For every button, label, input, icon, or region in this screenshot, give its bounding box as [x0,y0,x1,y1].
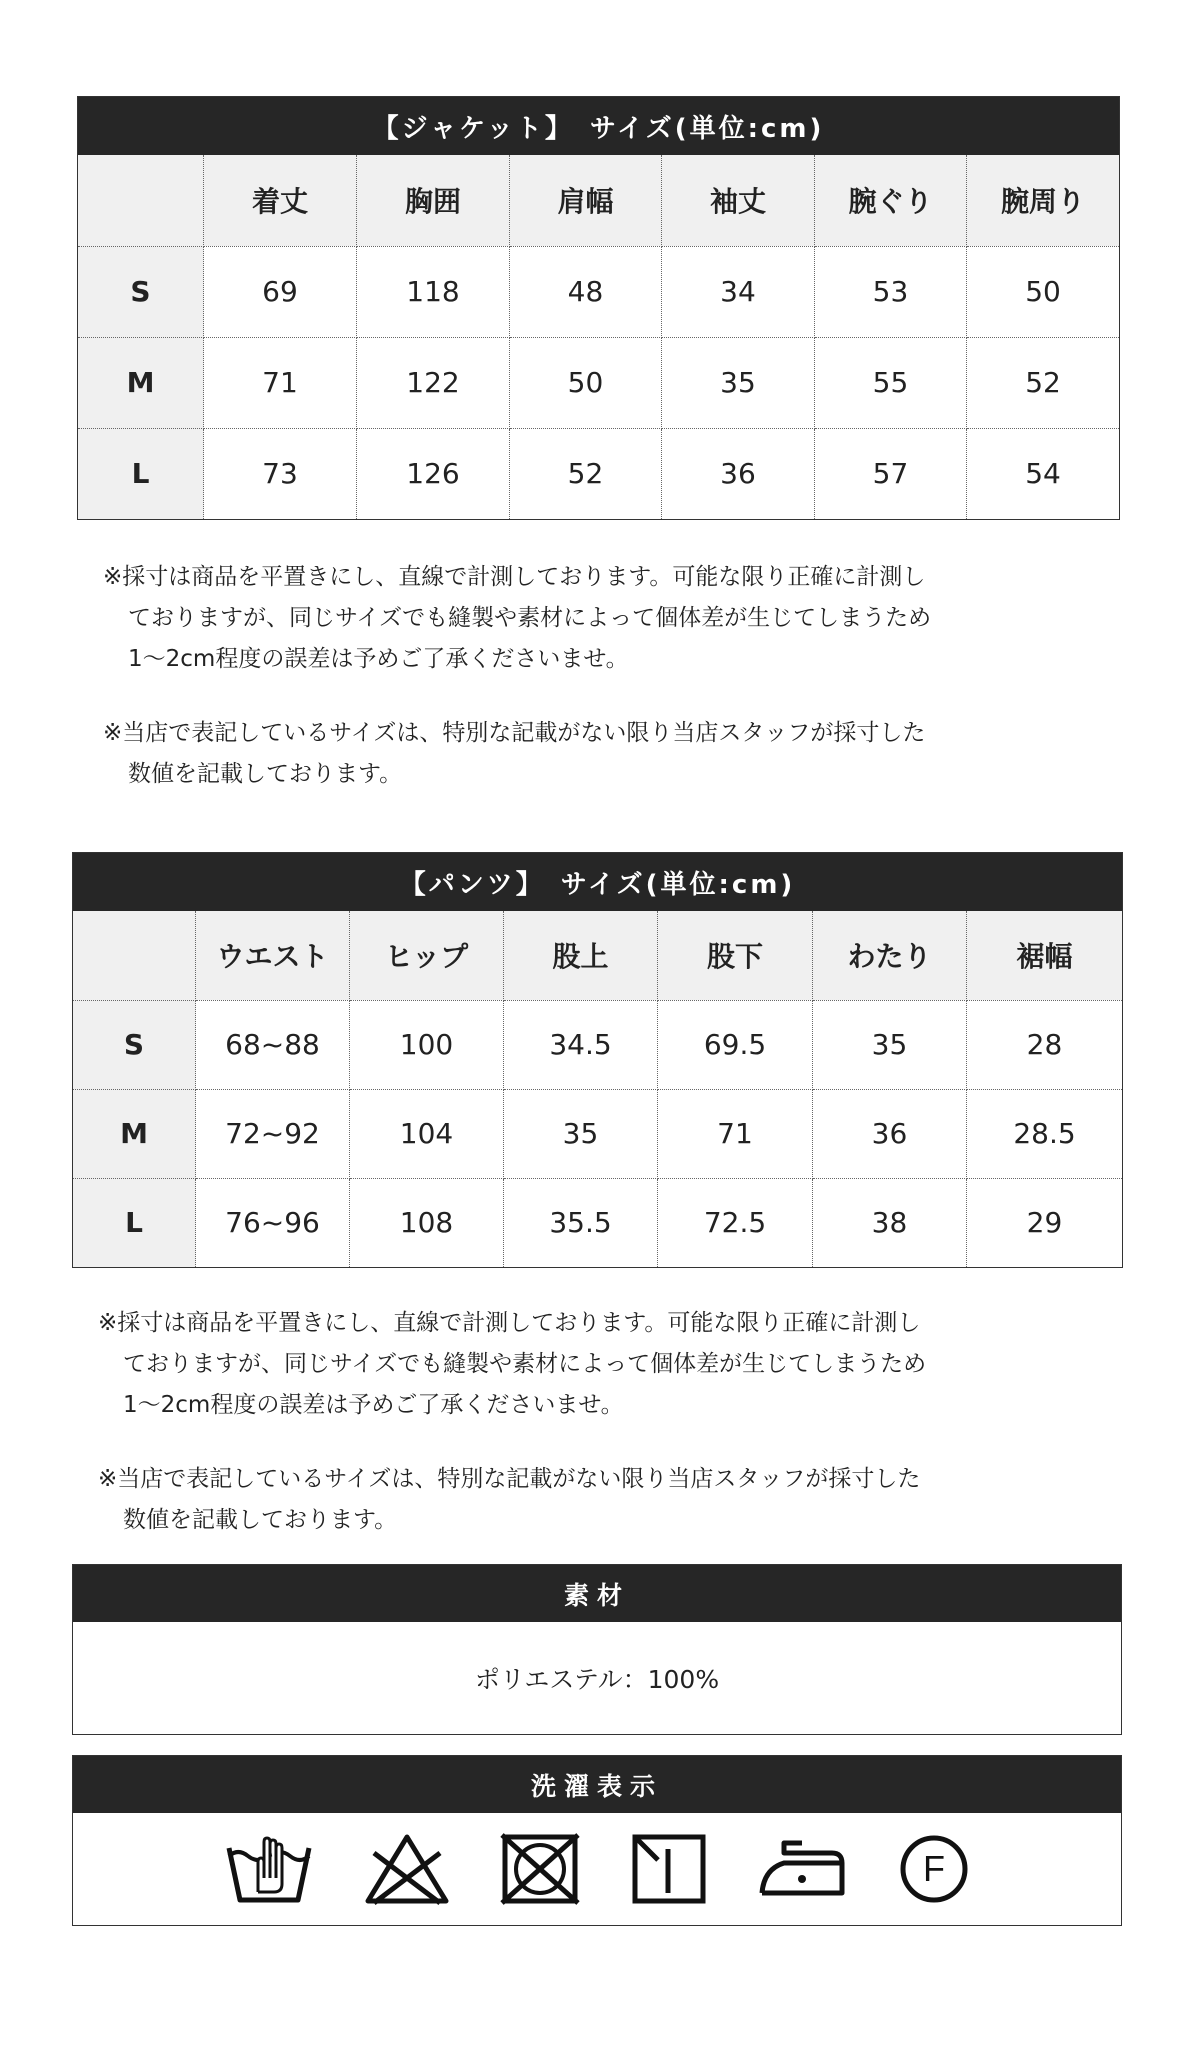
table-cell: 71 [658,1089,813,1178]
table-row [78,246,1120,337]
table-cell: 126 [357,428,510,519]
row-size-label: L [73,1178,196,1267]
table-cell: 69.5 [658,1000,813,1089]
note-line: ※当店で表記しているサイズは、特別な記載がない限り当店スタッフが採寸した [98,1466,921,1492]
jacket-notes [103,557,931,795]
table-cell: 48 [510,246,662,337]
note-line: 1〜2cm程度の誤差は予めご了承くださいませ。 [128,646,629,672]
note-line: 1〜2cm程度の誤差は予めご了承くださいませ。 [123,1392,624,1418]
table-corner [73,911,196,1000]
note-line: ておりますが、同じサイズでも縫製や素材によって個体差が生じてしまうため [123,1351,927,1377]
column-header: 袖丈 [662,155,815,246]
table-row [78,337,1120,428]
iron-low-icon [758,1839,848,1899]
table-cell: 35.5 [504,1178,658,1267]
table-cell: 100 [350,1000,504,1089]
row-size-label: S [78,246,204,337]
table-cell: 72.5 [658,1178,813,1267]
column-header: 肩幅 [510,155,662,246]
table-cell: 72~92 [196,1089,350,1178]
table-cell: 69 [204,246,357,337]
table-cell: 28 [967,1000,1123,1089]
no-bleach-icon [364,1833,450,1905]
table-row [73,1000,1123,1089]
jacket-table-title: 【ジャケット】 サイズ(単位:cm) [78,97,1120,156]
hand-wash-icon [224,1834,314,1904]
no-tumble-dry-icon [500,1833,580,1905]
table-cell: 122 [357,337,510,428]
table-cell: 29 [1026,1206,1063,1239]
table-cell: 76~96 [196,1178,350,1267]
note-line: 数値を記載しております。 [128,761,403,787]
pants-notes [98,1303,926,1541]
table-cell: 35 [813,1000,967,1089]
column-header: ウエスト [196,911,350,1000]
row-size-label: L [78,428,204,519]
column-header: 腕ぐり [815,155,967,246]
table-cell: 36 [813,1089,967,1178]
row-size-label: M [78,337,204,428]
note-line: ておりますが、同じサイズでも縫製や素材によって個体差が生じてしまうため [128,605,932,631]
material-box [72,1564,1122,1735]
table-cell: 57 [815,428,967,519]
table-cell: 34.5 [504,1000,658,1089]
table-cell: 52 [967,337,1120,428]
table-cell: 36 [662,428,815,519]
table-cell: 28.5 [967,1089,1123,1178]
table-cell: 35 [662,337,815,428]
table-corner [78,155,204,246]
note-line: ※採寸は商品を平置きにし、直線で計測しております。可能な限り正確に計測し [98,1310,921,1336]
dry-clean-f-icon [898,1833,970,1905]
table-cell: 50 [510,337,662,428]
jacket-size-table [77,96,1120,520]
table-cell: 50 [967,246,1120,337]
table-cell: 73 [204,428,357,519]
material-title: 素材 [73,1565,1121,1622]
column-header: わたり [813,911,967,1000]
column-header: 腕周り [967,155,1120,246]
pants-size-table [72,852,1123,1268]
table-cell: 34 [662,246,815,337]
table-cell: 68~88 [196,1000,350,1089]
table-row [78,428,1120,519]
table-row [73,1178,1123,1267]
table-cell: 55 [815,337,967,428]
table-cell: 118 [357,246,510,337]
table-cell: 108 [350,1178,504,1267]
row-size-label: M [73,1089,196,1178]
table-cell: 53 [815,246,967,337]
line-dry-shade-icon [630,1833,708,1905]
care-box [72,1755,1122,1926]
table-cell: 104 [350,1089,504,1178]
table-cell: 38 [813,1178,967,1267]
column-header: 着丈 [204,155,357,246]
table-cell: 54 [1025,457,1061,490]
material-value: ポリエステル：100% [474,1664,720,1694]
table-cell: 52 [510,428,662,519]
table-row [73,1089,1123,1178]
column-header: ヒップ [350,911,504,1000]
note-line: ※採寸は商品を平置きにし、直線で計測しております。可能な限り正確に計測し [103,564,926,590]
table-cell: 35 [504,1089,658,1178]
note-line: 数値を記載しております。 [123,1507,398,1533]
pants-table-title: 【パンツ】 サイズ(単位:cm) [73,853,1123,912]
column-header: 裾幅 [967,911,1123,1000]
care-title: 洗濯表示 [73,1756,1121,1813]
column-header: 股上 [504,911,658,1000]
note-line: ※当店で表記しているサイズは、特別な記載がない限り当店スタッフが採寸した [103,720,926,746]
column-header: 股下 [658,911,813,1000]
row-size-label: S [73,1000,196,1089]
column-header: 胸囲 [357,155,510,246]
dry-clean-letter: F [923,1847,945,1889]
table-cell: 71 [204,337,357,428]
